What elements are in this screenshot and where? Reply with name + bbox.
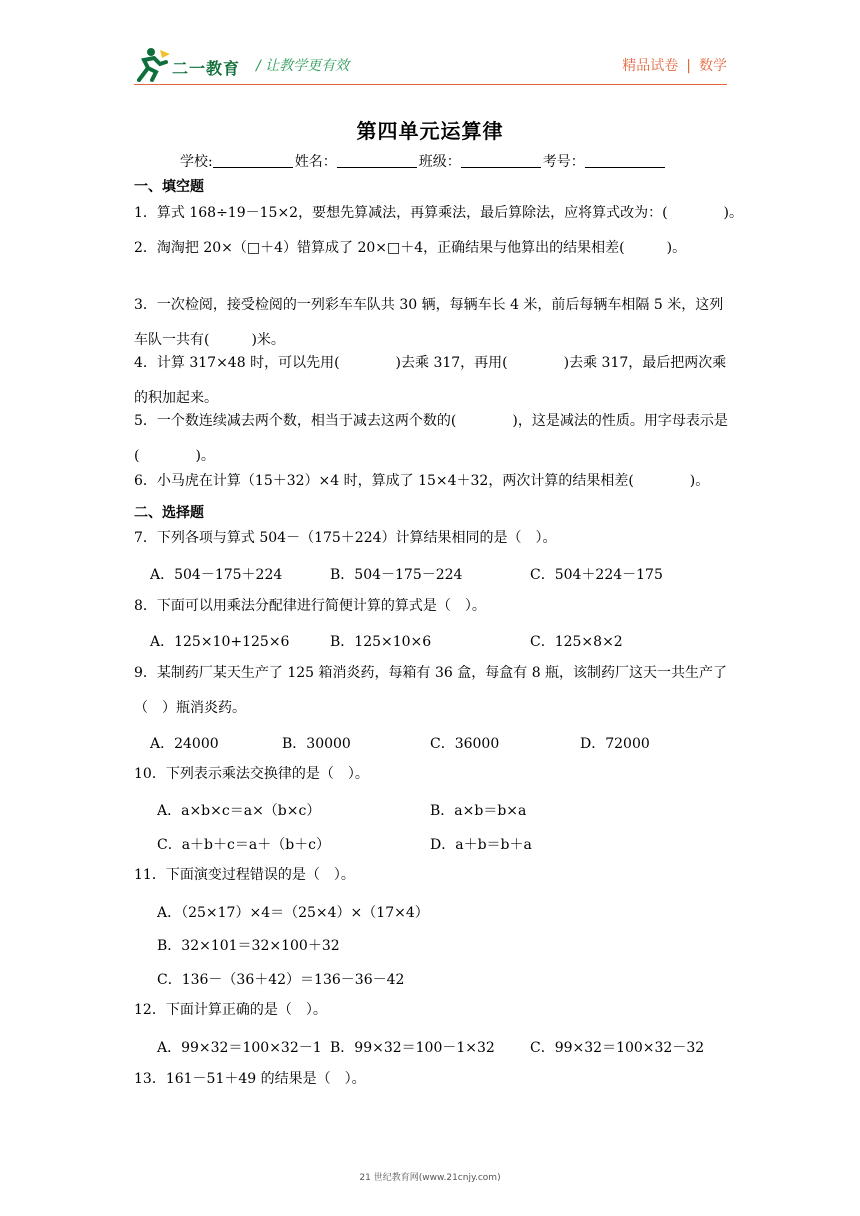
header-tag-sep: | (686, 58, 691, 74)
question-10: 10．下列表示乘法交换律的是（ ）。 (134, 766, 369, 782)
page-title: 第四单元运算律 (356, 119, 504, 143)
question-7: 7．下列各项与算式 504－（175＋224）计算结果相同的是（ ）。 (134, 530, 557, 546)
q12-option-a: A．99×32＝100×32－1 (157, 1040, 322, 1056)
question-5: 5．一个数连续减去两个数，相当于减去这两个数的( )，这是减法的性质。用字母表示是( )。 (134, 413, 728, 464)
q11-option-c: C．136－（36＋42）＝136－36－42 (157, 972, 405, 988)
question-2: 2．淘淘把 20×（□＋4）错算成了 20×□＋4，正确结果与他算出的结果相差( )。 (134, 240, 687, 256)
header-divider (134, 84, 727, 85)
q8-option-b: B．125×10×6 (330, 634, 432, 650)
q11-option-b: B．32×101＝32×100＋32 (157, 938, 340, 954)
q8-option-a: A．125×10+125×6 (150, 634, 290, 650)
q9-option-c: C．36000 (430, 736, 500, 752)
exam-no-label: 考号： (542, 154, 585, 170)
question-1: 1．算式 168÷19－15×2，要想先算减法，再算乘法，最后算除法，应将算式改为：( )。 (134, 205, 743, 221)
section-fill-in: 一、填空题 (134, 179, 204, 195)
q10-option-c: C．a＋b＋c＝a＋（b＋c） (157, 837, 331, 853)
q9-option-d: D．72000 (580, 736, 650, 752)
question-8: 8．下面可以用乘法分配律进行简便计算的算式是（ ）。 (134, 598, 486, 614)
q7-option-b: B．504－175－224 (330, 567, 463, 583)
q12-option-b: B．99×32＝100－1×32 (330, 1040, 495, 1056)
page-header (0, 0, 860, 95)
logo-text: 二一教育 (172, 59, 241, 78)
class-label: 班级： (418, 154, 461, 170)
q9-option-b: B．30000 (282, 736, 351, 752)
student-info-line (180, 151, 667, 171)
header-tag-left: 精品试卷 (622, 58, 679, 74)
exam-no-blank (585, 153, 665, 168)
page-footer: 21 世纪教育网(www.21cnjy.com) (359, 1173, 501, 1183)
name-label: 姓名： (294, 154, 337, 170)
question-9: 9．某制药厂某天生产了 125 箱消炎药，每箱有 36 盒，每盒有 8 瓶，该制药厂这天一共生产了（ ）瓶消炎药。 (134, 665, 728, 716)
question-6: 6．小马虎在计算（15＋32）×4 时，算成了 15×4＋32，两次计算的结果相差( )。 (134, 473, 710, 489)
q9-option-a: A．24000 (150, 736, 219, 752)
header-tag (622, 55, 727, 75)
slogan: / 让教学更有效 (256, 58, 350, 74)
section-choice: 二、选择题 (134, 505, 204, 521)
name-blank (337, 153, 417, 168)
question-4: 4．计算 317×48 时，可以先用( )去乘 317，再用( )去乘 317，最后把两次乘的积加起来。 (134, 355, 727, 406)
question-3: 3．一次检阅，接受检阅的一列彩车车队共 30 辆，每辆车长 4 米，前后每辆车相隔 5 米，这列车队一共有( )米。 (134, 297, 724, 348)
q10-option-b: B．a×b＝b×a (430, 803, 527, 819)
question-13: 13．161－51＋49 的结果是（ ）。 (134, 1071, 366, 1087)
school-blank (213, 153, 293, 168)
q10-option-d: D．a＋b＝b＋a (430, 837, 532, 853)
q10-option-a: A．a×b×c＝a×（b×c） (157, 803, 321, 819)
q7-option-c: C．504＋224－175 (530, 567, 663, 583)
class-blank (461, 153, 541, 168)
q11-option-a: A．（25×17）×4＝（25×4）×（17×4） (157, 905, 429, 921)
q7-option-a: A．504－175＋224 (150, 567, 283, 583)
q8-option-c: C．125×8×2 (530, 634, 623, 650)
header-tag-right: 数学 (699, 58, 727, 74)
question-11: 11．下面演变过程错误的是（ ）。 (134, 867, 355, 883)
question-12: 12．下面计算正确的是（ ）。 (134, 1002, 327, 1018)
school-label: 学校: (180, 154, 213, 170)
q12-option-c: C．99×32＝100×32－32 (530, 1040, 705, 1056)
